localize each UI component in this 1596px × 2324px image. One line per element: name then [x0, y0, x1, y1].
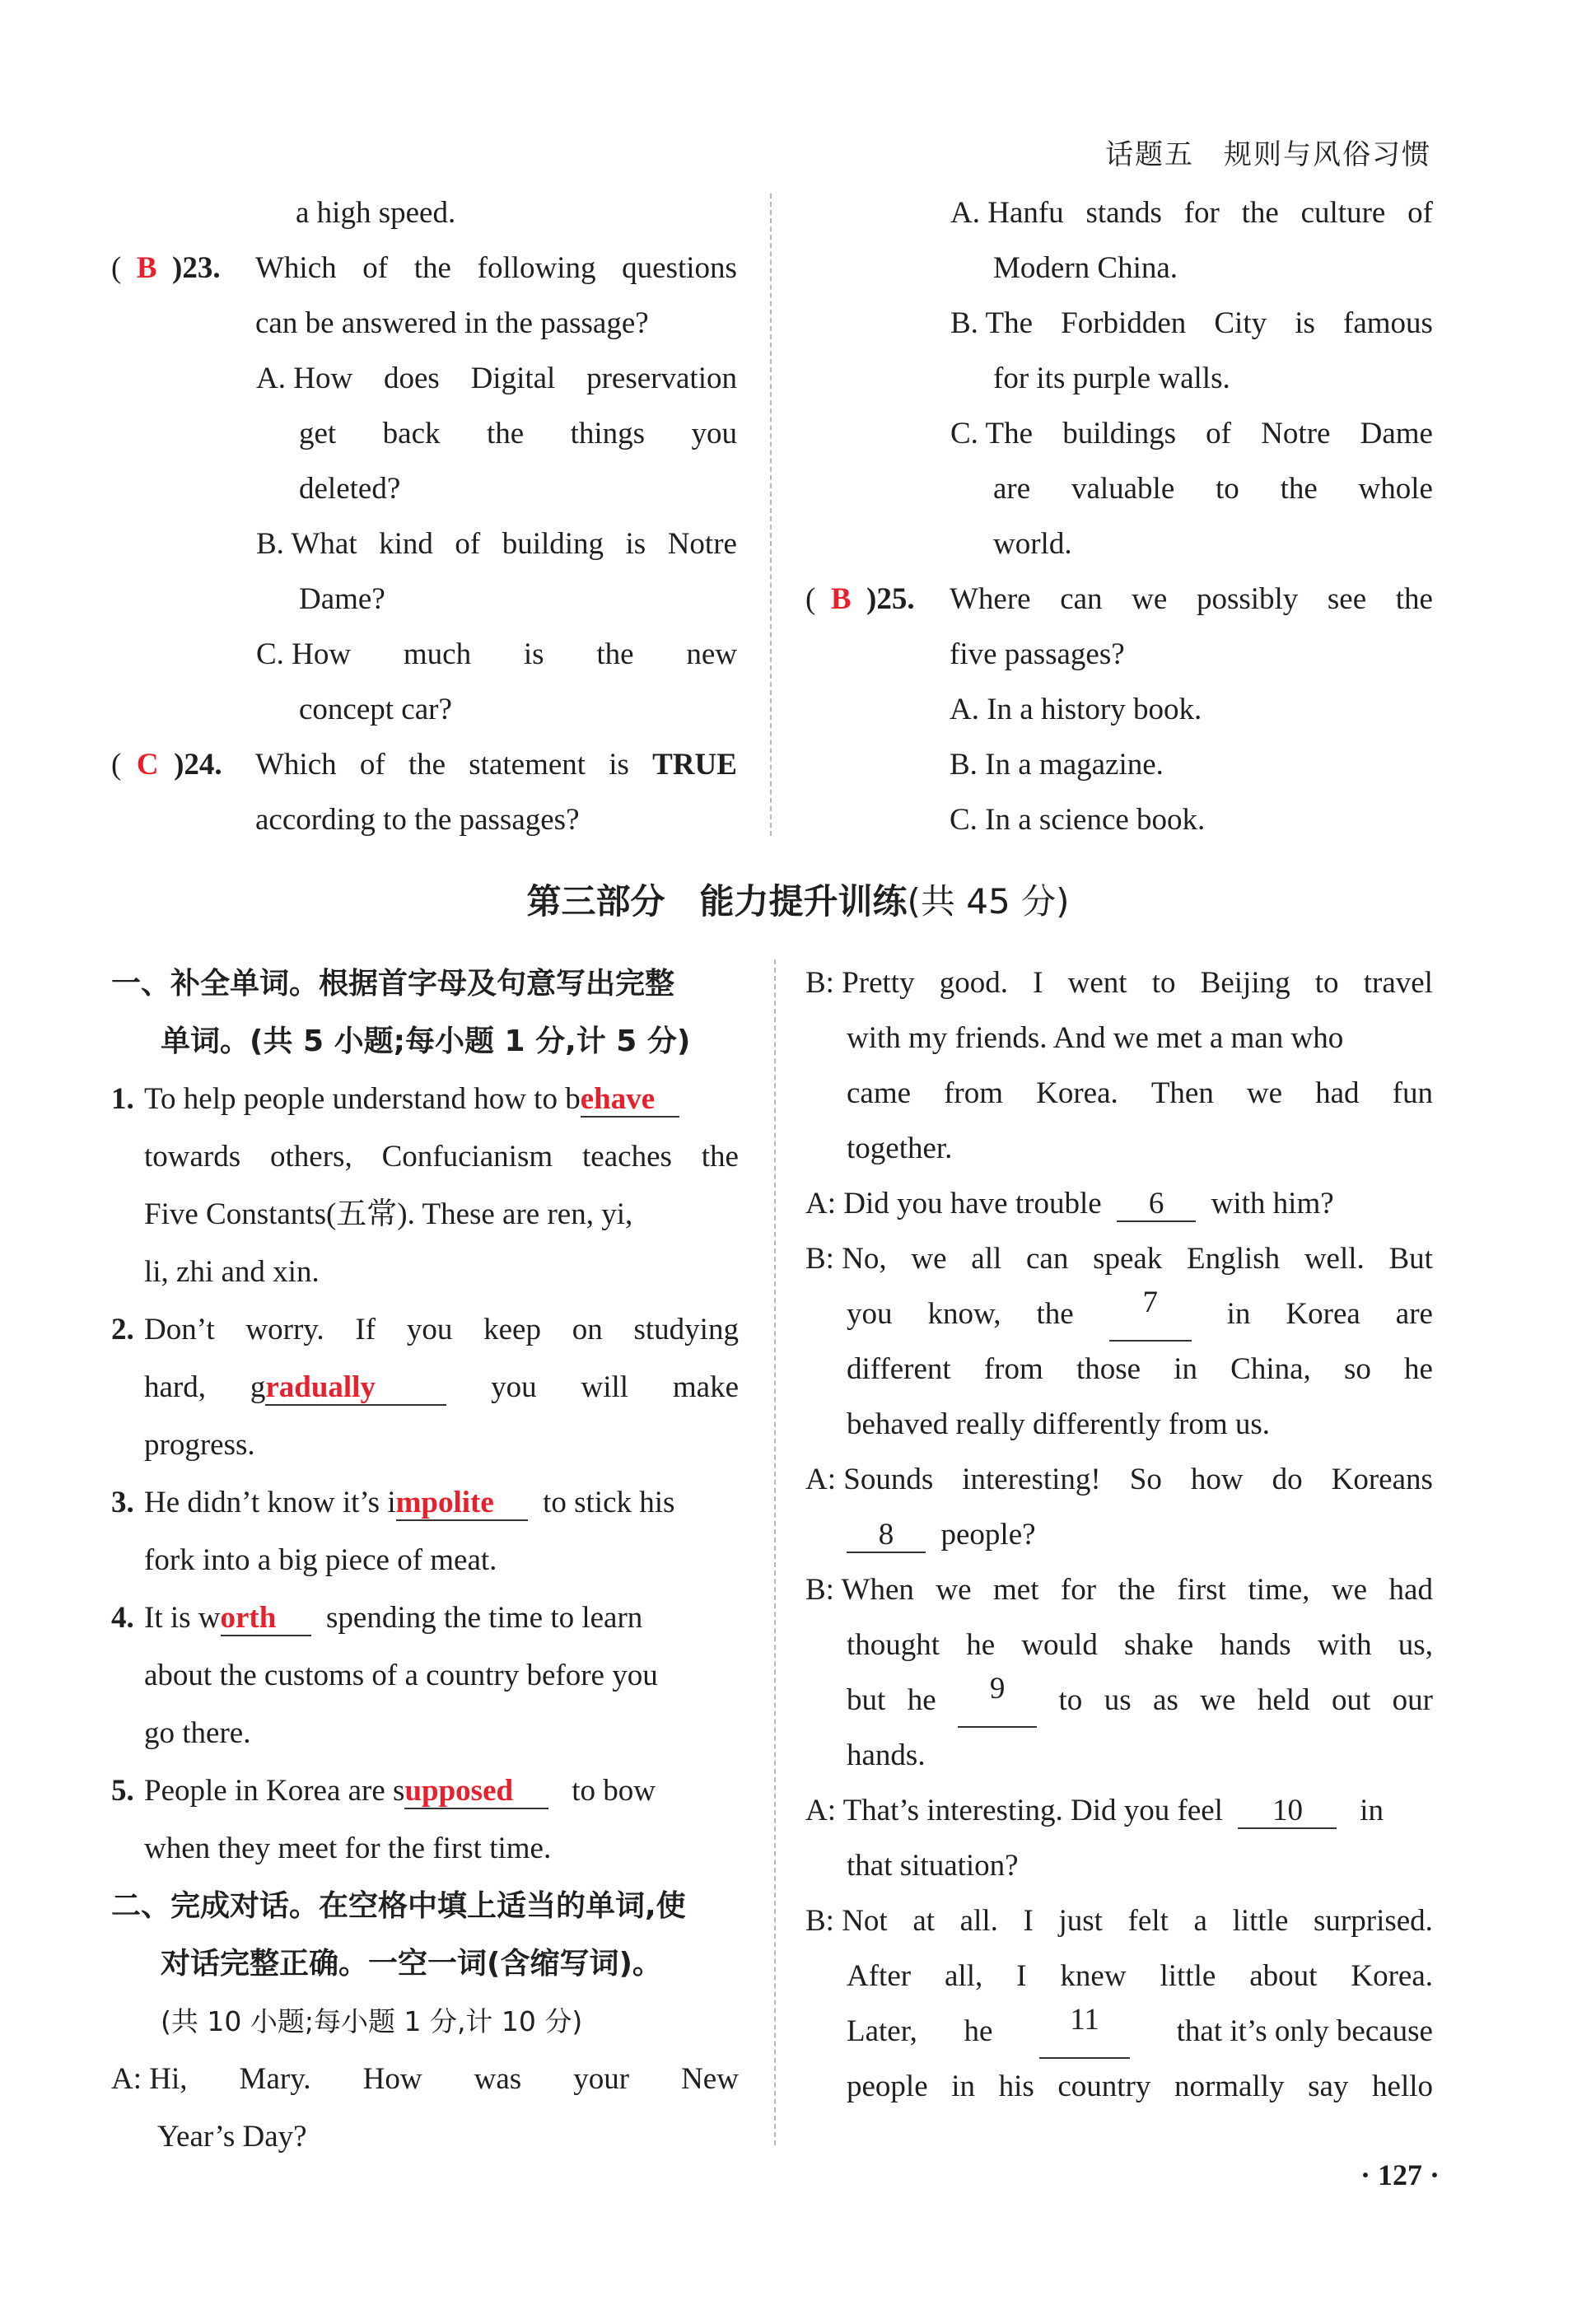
- left-top-column: a high speed. ( B )23. Which of the following questions can be answered in the passage? A. How does Digital preservation get back the things you deleted? B. What kind of building is Notre Dame? C. How much is the new concept car? ( C )24. Which of the statement is TRUE according to the passages?: [111, 185, 737, 847]
- dialog-blank-9[interactable]: 9: [958, 1673, 1037, 1728]
- q24-answer: C: [136, 748, 159, 782]
- dialog-b4: B: Not at all. I just felt a little surprised.: [805, 1904, 1433, 1938]
- q23-option-a: A. How does Digital preservation: [256, 362, 737, 395]
- part1-item-1: 1. To help people understand how to behave towards others, Confucianism teaches the Five Constants(五常). These are ren, yi, li, zhi and xin.: [111, 1082, 739, 1289]
- answer-blank-1: ehave: [581, 1083, 679, 1118]
- dialog-a3: A: Sounds interesting! So how do Koreans: [805, 1463, 1433, 1496]
- answer-blank-2: radually: [265, 1371, 446, 1406]
- answer-blank-5: upposed: [404, 1775, 548, 1809]
- q24-option-c: C. The buildings of Notre Dame: [950, 417, 1433, 450]
- part1-title: 一、补全单词。根据首字母及句意写出完整: [111, 967, 675, 1001]
- q24-stem-line2: according to the passages?: [255, 803, 580, 837]
- section-title: 第三部分 能力提升训练(共 45 分): [526, 881, 1070, 922]
- q23-answer: B: [136, 251, 157, 285]
- question-24: [111, 737, 737, 847]
- right-top-column: A. Hanfu stands for the culture of Modern China. B. The Forbidden City is famous for its purple walls. C. The buildings of Notre Dame are valuable to the whole world. ( B )25. Where can we possibly see the five passages? A. In a history book. B. In a magazine. C. In a science book.: [805, 185, 1433, 847]
- q23-option-b: B. What kind of building is Notre: [256, 527, 737, 561]
- q24-stem-line1: Which of the statement is TRUE: [255, 748, 737, 782]
- q25-answer: B: [830, 582, 852, 616]
- right-bottom-column: B: Pretty good. I went to Beijing to travel with my friends. And we met a man who came from Korea. Then we had fun together. A: Did you have trouble 6 with him? B: No, we all can speak English well. But you know, the 7 in Korea are different from those in China, so he behaved really differently from us. A: Sounds interesting! So how do Koreans 8 people? B: When we met for the first time, we had thought he would shake hands with us, but he 9 to us as we held out our hands. A: That’s interesting. Did you feel 10 in that situation? B: Not at all. I just felt a little surprised. After all, I knew little about Korea. Later, he 11 that it’s only because people in his country normally say hello: [805, 955, 1433, 2114]
- answer-blank-4: orth: [221, 1602, 311, 1636]
- q25-stem-line1: Where can we possibly see the: [950, 582, 1433, 616]
- q23-prefix: ( B )23.: [111, 251, 221, 285]
- column-divider-bottom: [774, 959, 776, 2145]
- q24-option-b: B. The Forbidden City is famous: [950, 306, 1433, 340]
- q23-option-c: C. How much is the new: [256, 637, 737, 671]
- part2-title: 二、完成对话。在空格中填上适当的单词,使: [111, 1889, 686, 1923]
- q23-stem-line2: can be answered in the passage?: [255, 306, 649, 340]
- q25-prefix: ( B )25.: [805, 582, 915, 616]
- dialog-blank-7[interactable]: 7: [1109, 1286, 1192, 1342]
- part1-item-2: 2. Don’t worry. If you keep on studying hard, gradually you will make progress.: [111, 1313, 739, 1462]
- q25-option-c: C. In a science book.: [950, 803, 1206, 837]
- q25-option-a: A. In a history book.: [950, 693, 1202, 726]
- q23-stem-line1: Which of the following questions: [255, 251, 737, 285]
- dialog-blank-11[interactable]: 11: [1039, 2004, 1130, 2059]
- left-bottom-column: 一、补全单词。根据首字母及句意写出完整 单词。(共 5 小题;每小题 1 分,计 5 分) 1. To help people understand how to behave towards others, Confucianism teaches the Five Constants(五常). These are ren, yi, li, zhi and xin. 2. Don’t worry. If you keep on studying hard, gradually you will make progress. 3. He didn’t know it’s impolite to stick his fork into a big piece of meat. 4. It is worth spending the time to learn about the customs of a country before you go there. 5. People in Korea are supposed to bow when they meet for the first time. 二、完成对话。在空格中填上适当的单词,使 对话完整正确。一空一词(含缩写词)。 (共 10 小题;每小题 1 分,计 10 分) A: Hi, Mary. How was your New Year’s Day?: [111, 955, 739, 2166]
- page-header: 话题五 规则与风俗习惯: [1105, 138, 1431, 171]
- dialog-b2: B: No, we all can speak English well. But: [805, 1242, 1433, 1276]
- dialog-blank-10[interactable]: 10: [1238, 1794, 1337, 1829]
- dialog-blank-8[interactable]: 8: [847, 1519, 926, 1553]
- question-25: ( B )25. Where can we possibly see the five passages? A. In a history book. B. In a magazine. C. In a science book.: [805, 572, 1433, 847]
- dialog-a4: A: That’s interesting. Did you feel 10 in: [805, 1794, 1384, 1827]
- q24-prefix: ( C )24.: [111, 748, 222, 782]
- dialog-b3: B: When we met for the first time, we had: [805, 1573, 1433, 1607]
- section-points: (共 45 分): [907, 881, 1070, 922]
- part1-item-3: 3. He didn’t know it’s impolite to stick his fork into a big piece of meat.: [111, 1486, 675, 1577]
- page-number: · 127 ·: [1360, 2158, 1440, 2191]
- dialog-a2: A: Did you have trouble 6 with him?: [805, 1187, 1334, 1220]
- dialog-a1: A: Hi, Mary. How was your New: [111, 2062, 739, 2096]
- answer-blank-3: mpolite: [396, 1486, 528, 1521]
- question-23: [111, 240, 737, 351]
- column-divider-top: [770, 194, 772, 836]
- part1-item-5: 5. People in Korea are supposed to bow when they meet for the first time.: [111, 1774, 656, 1865]
- dialog-blank-6[interactable]: 6: [1117, 1188, 1196, 1222]
- q22-option-continued: a high speed.: [296, 196, 456, 230]
- q24-option-a: A. Hanfu stands for the culture of: [950, 196, 1433, 230]
- q25-option-b: B. In a magazine.: [950, 748, 1164, 782]
- dialog-b1: B: Pretty good. I went to Beijing to travel: [805, 966, 1433, 1000]
- part1-item-4: 4. It is worth spending the time to learn about the customs of a country before you go there.: [111, 1601, 658, 1750]
